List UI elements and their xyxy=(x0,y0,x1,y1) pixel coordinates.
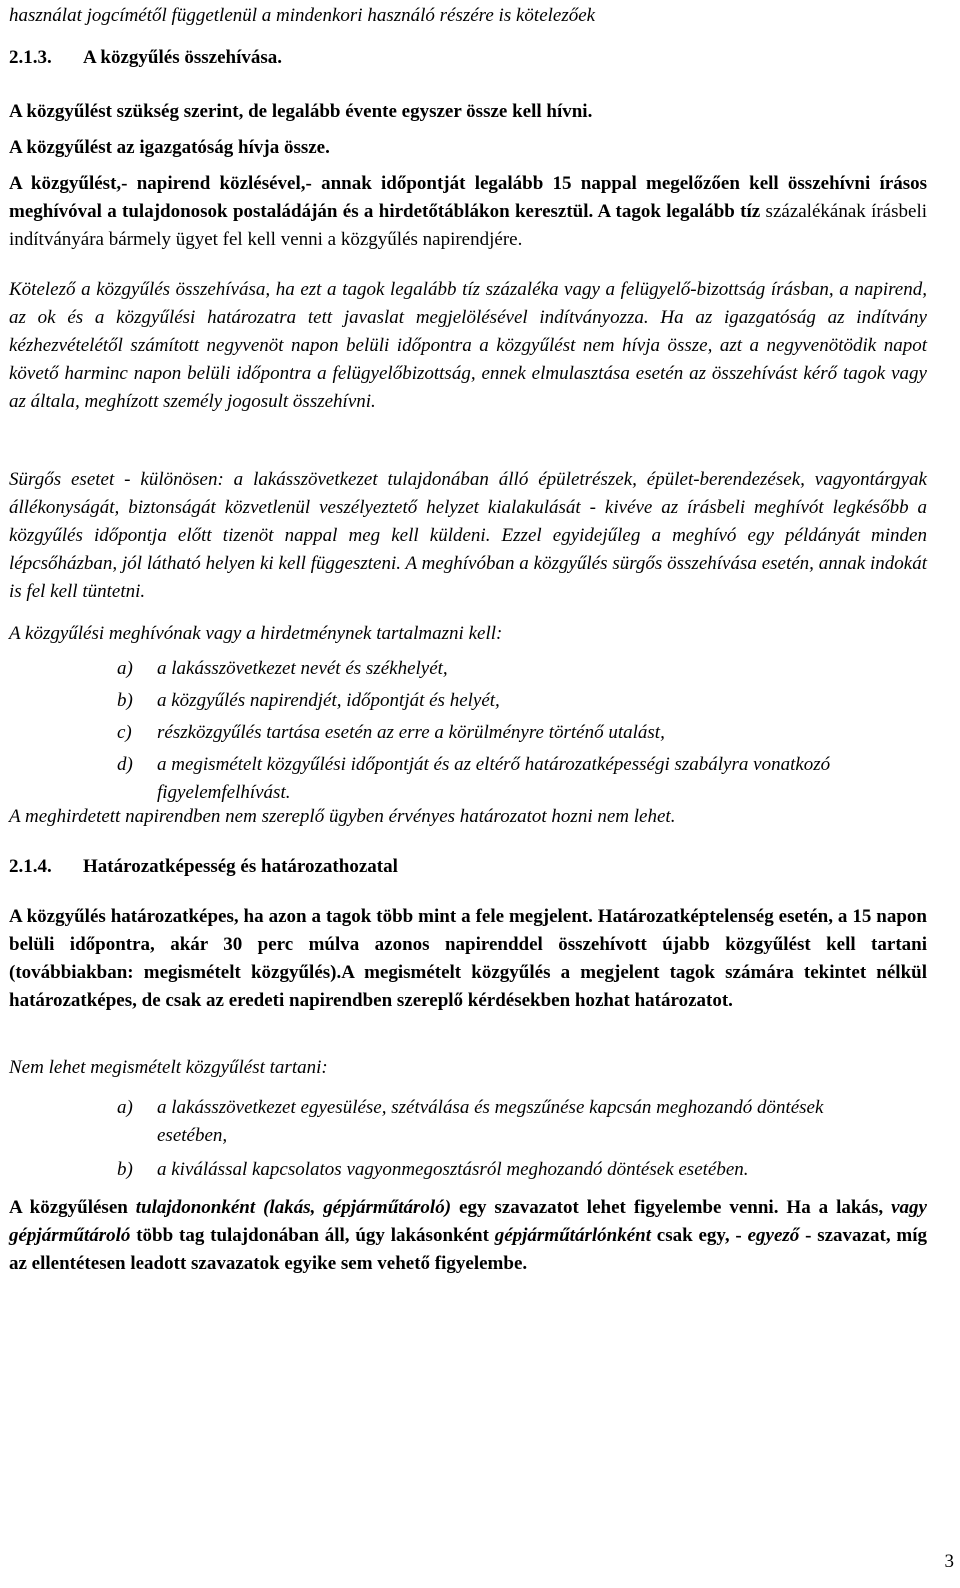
list-item xyxy=(117,719,877,747)
list-marker: a) xyxy=(117,658,133,679)
list-marker: b) xyxy=(117,690,133,711)
page-number: 3 xyxy=(944,1551,954,1572)
list-text: a lakásszövetkezet nevét és székhelyét, xyxy=(157,658,448,679)
p10-part: A közgyűlésen xyxy=(9,1197,136,1218)
list-item xyxy=(117,751,877,807)
list-text: a kiválással kapcsolatos vagyonmegosztásról meghozandó döntések esetében. xyxy=(157,1159,749,1180)
paragraph-2: A közgyűlést az igazgatóság hívja össze. xyxy=(9,137,330,158)
section-number: 2.1.4. xyxy=(9,856,52,877)
paragraph-4: Kötelező a közgyűlés összehívása, ha ezt a tagok legalább tíz százaléka vagy a felügyelő-bizottság írásban, a napirend, az ok és a közgyűlési határozatra tett javaslat megjelölésével indítványozza. Ha az igazgatóság az indítvány kézhezvételétől számított negyvenöt napon belüli időpontra a közgyűlést nem hívja össze, azt a negyvenötödik napot követő harminc napon belüli időpontra a felügyelőbizottság, ennek elmulasztása esetén az összehívást kérő tagok vagy az általa, meghízott személy jogosult összehívni. xyxy=(9,279,927,412)
paragraph-7: A meghirdetett napirendben nem szereplő ügyben érvényes határozatot hozni nem lehet. xyxy=(9,806,676,827)
paragraph-9: Nem lehet megismételt közgyűlést tartani: xyxy=(9,1057,328,1078)
p10-part: - szavazat, míg az ellentétesen leadott szavazatok egyike sem vehető figyelembe. xyxy=(9,1225,927,1274)
paragraph-5: Sürgős esetet - különösen: a lakásszövetkezet tulajdonában álló épületrészek, épület-berendezések, vagyontárgyak állékonyságát, biztonságát közvetlenül veszélyeztető helyzet kialakulását - kivéve az írásbeli meghívót legkésőbb a közgyűlés időpontja előtt tizenöt nappal meg kell küldeni. Ezzel egyidejűleg a meghívó egy példányát minden lépcsőházban, jól látható helyen ki kell függeszteni. A meghívóban a közgyűlés sürgős összehívása esetén, annak indokát is fel kell tüntetni. xyxy=(9,469,927,602)
p10-italic-part: gépjárműtárlónként xyxy=(494,1225,651,1246)
list-text: részközgyűlés tartása esetén az erre a körülményre történő utalást, xyxy=(157,722,665,743)
p10-italic-part: egyező xyxy=(747,1225,800,1246)
p10-part: csak egy, - xyxy=(650,1225,748,1246)
section-number: 2.1.3. xyxy=(9,47,52,68)
list-item xyxy=(117,687,877,715)
list-text: a megismételt közgyűlési időpontját és az eltérő határozatképességi szabályra vonatkozó figyelemfelhívást. xyxy=(157,754,831,803)
list-marker: d) xyxy=(117,754,133,775)
paragraph-3 xyxy=(9,170,927,254)
paragraph-3-bold: A közgyűlést,- napirend közlésével,- annak időpontját legalább 15 nappal megelőzően kell összehívni írásos meghívóval a tulajdonosok postaládáján és a hirdetőtáblákon keresztül. A tagok legalább tíz xyxy=(9,173,927,222)
p10-part: több tag tulajdonában áll, úgy lakásonként xyxy=(130,1225,495,1246)
top-line: használat jogcímétől függetlenül a mindenkori használó részére is kötelezőek xyxy=(9,5,596,26)
list-marker: a) xyxy=(117,1097,133,1118)
list-text: a közgyűlés napirendjét, időpontját és helyét, xyxy=(157,690,500,711)
p10-italic-part: tulajdononként (lakás, gépjárműtároló) xyxy=(135,1197,452,1218)
list-exceptions xyxy=(117,1094,877,1184)
paragraph-3-normal: százalékának írásbeli indítványára bármely ügyet fel kell venni a közgyűlés napirendjére. xyxy=(9,201,928,250)
section-title: A közgyűlés összehívása. xyxy=(83,47,282,68)
section-title: Határozatképesség és határozathozatal xyxy=(83,856,398,877)
list-item xyxy=(117,1094,877,1150)
section-heading-2-1-3 xyxy=(9,44,282,72)
list-marker: c) xyxy=(117,722,132,743)
list-item xyxy=(117,1156,877,1184)
p10-italic-part: vagy gépjárműtároló xyxy=(9,1197,927,1246)
paragraph-6: A közgyűlési meghívónak vagy a hirdetménynek tartalmazni kell: xyxy=(9,623,503,644)
paragraph-1: A közgyűlést szükség szerint, de legalább évente egyszer össze kell hívni. xyxy=(9,101,593,122)
paragraph-10 xyxy=(9,1194,927,1278)
section-heading-2-1-4 xyxy=(9,853,398,881)
list-marker: b) xyxy=(117,1159,133,1180)
list-invitation-contents xyxy=(117,655,877,807)
list-item xyxy=(117,655,877,683)
paragraph-8: A közgyűlés határozatképes, ha azon a tagok több mint a fele megjelent. Határozatképtelenség esetén, a 15 napon belüli időpontra, akár 30 perc múlva azonos napirenddel összehívott újabb közgyűlést kell tartani (továbbiakban: megismételt közgyűlés).A megismételt közgyűlés a megjelent tagok számára tekintet nélkül határozatképes, de csak az eredeti napirendben szereplő kérdésekben hozhat határozatot. xyxy=(9,906,927,1011)
list-text: a lakásszövetkezet egyesülése, szétválása és megszűnése kapcsán meghozandó döntések esetében, xyxy=(157,1097,824,1146)
p10-part: egy szavazatot lehet figyelembe venni. Ha a lakás, xyxy=(451,1197,892,1218)
